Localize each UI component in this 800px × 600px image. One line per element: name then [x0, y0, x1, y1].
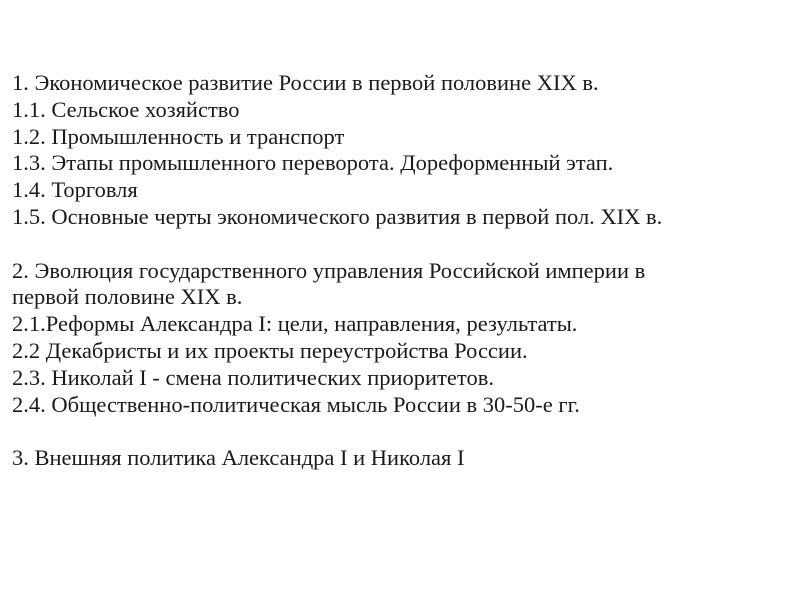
section-2-item-3: 2.3. Николай I - смена политических приоритетов. [12, 364, 494, 390]
section-2-title-line-1: 2. Эволюция государственного управления Российской империи в [12, 257, 646, 283]
section-3-title: 3. Внешняя политика Александра I и Николая I [12, 445, 465, 471]
section-1-item-1: 1.1. Сельское хозяйство [12, 96, 240, 122]
section-2-title-line-2: первой половине XIX в. [12, 284, 243, 310]
section-2-item-1: 2.1.Реформы Александра I: цели, направления, результаты. [12, 311, 578, 337]
section-2-item-2: 2.2 Декабристы и их проекты переустройства России. [12, 337, 528, 363]
section-spacer [12, 418, 788, 445]
section-1-title: 1. Экономическое развитие России в первой половине XIX в. [12, 70, 599, 95]
section-spacer [12, 231, 788, 258]
section-1-item-2: 1.2. Промышленность и транспорт [12, 123, 345, 149]
section-1-item-4: 1.4. Торговля [12, 177, 138, 203]
section-1-item-3: 1.3. Этапы промышленного переворота. Дореформенный этап. [12, 150, 614, 176]
outline-text [12, 70, 788, 472]
section-1-item-5: 1.5. Основные черты экономического развития в первой пол. XIX в. [12, 203, 663, 229]
section-2-item-4: 2.4. Общественно-политическая мысль России в 30-50-е гг. [12, 391, 580, 417]
